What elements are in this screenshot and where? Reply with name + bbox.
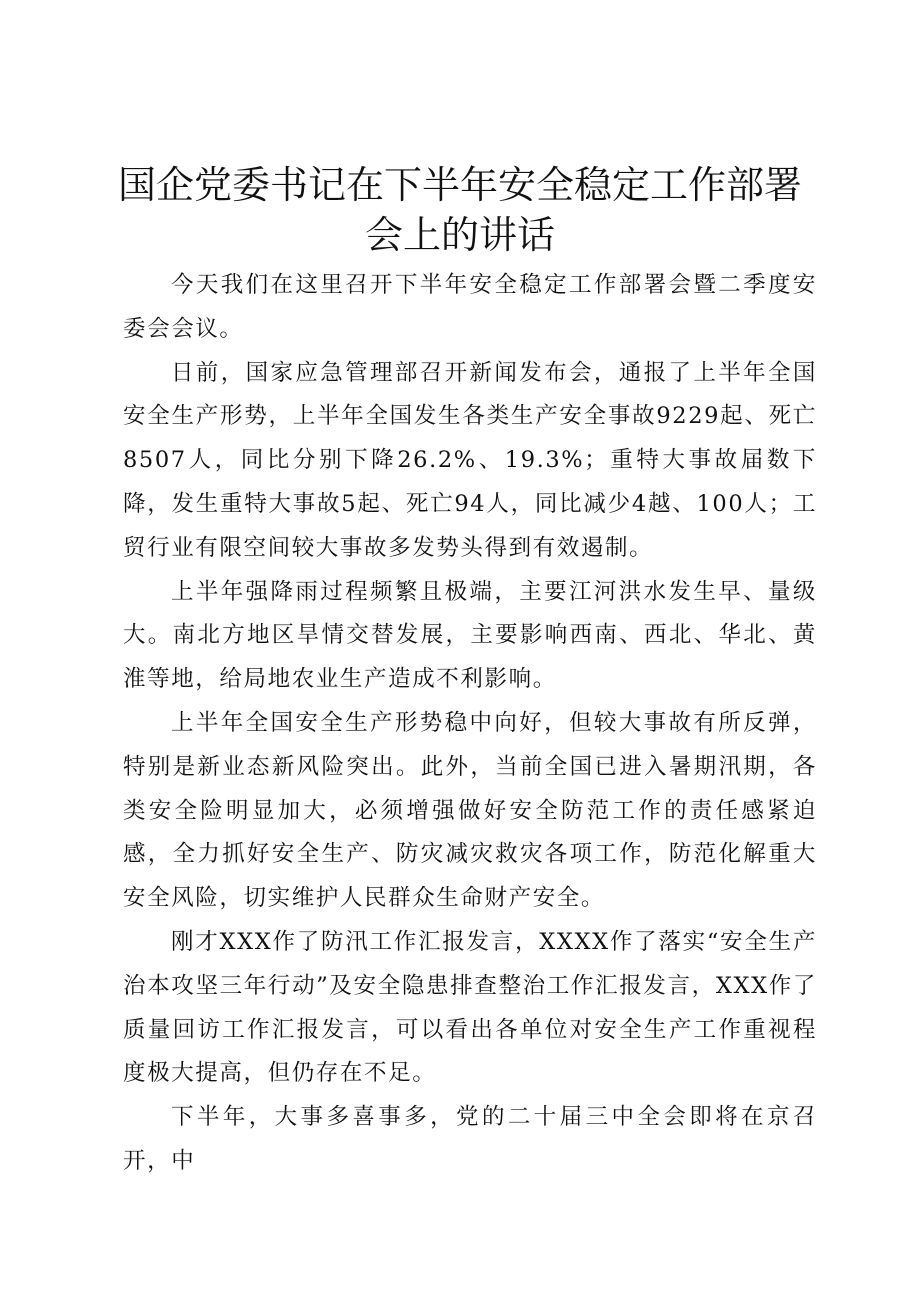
paragraph-safety-situation: 上半年全国安全生产形势稳中向好，但较大事故有所反弹，特别是新业态新风险突出。此外，当前全国已进入暑期汛期，各类安全险明显加大，必须增强做好安全防范工作的责任感紧迫感，全力抓好安全生产、防灾减灾救灾各项工作，防范化解重大安全风险，切实维护人民群众生命财产安全。	[123, 709, 817, 912]
paragraph-second-half-outlook: 下半年，大事多喜事多，党的二十届三中全会即将在京召开，中	[123, 1104, 817, 1174]
document-title: 国企党委书记在下半年安全稳定工作部署会上的讲话	[117, 163, 802, 257]
paragraph-opening: 今天我们在这里召开下半年安全稳定工作部署会暨二季度安委会会议。	[123, 272, 817, 342]
paragraph-weather-conditions: 上半年强降雨过程频繁且极端，主要江河洪水发生早、量级大。南北方地区旱情交替发展，主要影响西南、西北、华北、黄淮等地，给局地农业生产造成不利影响。	[123, 578, 817, 693]
document-body	[123, 264, 817, 1184]
paragraph-national-safety-stats: 日前，国家应急管理部召开新闻发布会，通报了上半年全国安全生产形势，上半年全国发生各类生产安全事故9229起、死亡8507人，同比分别下降26.2%、19.3%；重特大事故届数下降，发生重特大事故5起、死亡94人，同比减少4越、100人；工贸行业有限空间较大事故多发势头得到有效遏制。	[123, 359, 817, 561]
paragraph-unit-reports: 刚才XXX作了防汛工作汇报发言，XXXX作了落实“安全生产治本攻坚三年行动”及安全隐患排查整治工作汇报发言，XXX作了质量回访工作汇报发言，可以看出各单位对安全生产工作重视程度极大提高，但仍存在不足。	[123, 928, 817, 1087]
